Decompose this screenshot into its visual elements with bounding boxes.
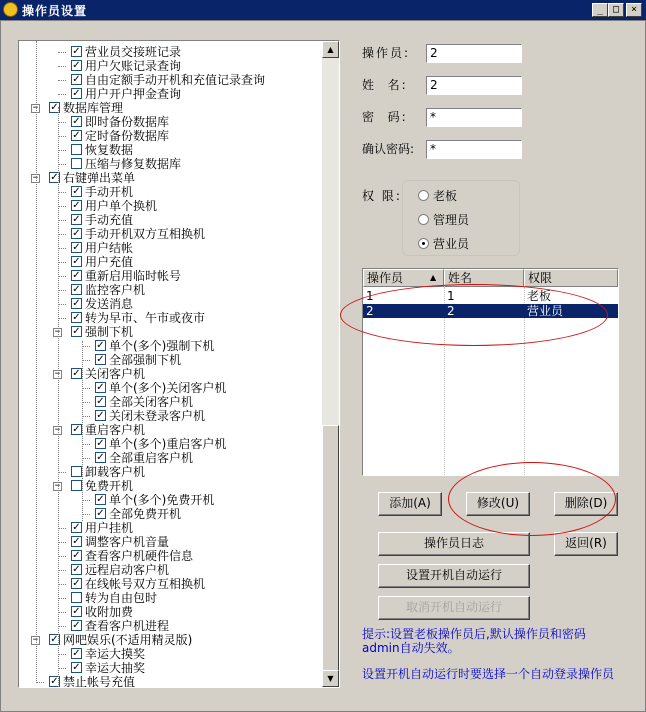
tree-connector	[82, 416, 90, 417]
tree-connector	[58, 528, 66, 529]
tree-node[interactable]	[71, 87, 181, 101]
checkbox-checked[interactable]	[71, 606, 82, 617]
title-bar	[0, 0, 646, 20]
tree-connector	[58, 206, 66, 207]
tree-node[interactable]	[71, 241, 133, 255]
table-cell: 2	[447, 304, 455, 318]
checkbox-checked[interactable]	[71, 424, 82, 435]
checkbox-checked[interactable]	[71, 326, 82, 337]
tree-connector	[82, 458, 90, 459]
radio-label: 老板	[433, 189, 458, 203]
tree-node-label: 监控客户机	[85, 283, 146, 297]
tree-node[interactable]	[71, 563, 169, 577]
tree-node-label: 重启客户机	[85, 423, 146, 437]
maximize-button[interactable]: □	[608, 3, 624, 17]
tree-connector	[58, 612, 66, 613]
table-cell: 1	[366, 289, 374, 303]
tree-node-label: 手动充值	[85, 213, 134, 227]
permission-label: 权 限:	[362, 189, 402, 203]
column-header-name[interactable]: 姓名	[444, 269, 524, 287]
hint-text-line1: 提示:设置老板操作员后,默认操作员和密码	[362, 627, 586, 641]
checkbox-checked[interactable]	[95, 396, 106, 407]
tree-connector	[58, 234, 66, 235]
checkbox-checked[interactable]	[71, 578, 82, 589]
tree-node[interactable]	[49, 675, 135, 688]
tree-connector	[82, 514, 90, 515]
tree-node[interactable]	[71, 143, 133, 157]
sort-ascending-icon: ▲	[430, 273, 437, 282]
radio-dot	[418, 238, 429, 249]
tree-expander-icon[interactable]: −	[32, 103, 39, 113]
tree-expander-icon[interactable]: −	[54, 481, 61, 491]
checkbox-unchecked[interactable]	[71, 158, 82, 169]
tree-node[interactable]	[71, 619, 169, 633]
checkbox-checked[interactable]	[71, 228, 82, 239]
tree-connector	[82, 388, 90, 389]
checkbox-checked[interactable]	[95, 438, 106, 449]
table-cell: 老板	[527, 289, 552, 303]
tree-node-label: 强制下机	[85, 325, 134, 339]
column-header-operator[interactable]	[363, 269, 444, 287]
tree-node[interactable]	[95, 381, 226, 395]
operator-input[interactable]: 2	[426, 44, 522, 63]
checkbox-checked[interactable]	[71, 284, 82, 295]
tree-node-label: 手动开机	[85, 185, 134, 199]
tree-node[interactable]	[49, 633, 192, 647]
tree-node[interactable]	[71, 59, 181, 73]
app-icon	[3, 2, 18, 17]
checkbox-checked[interactable]	[71, 256, 82, 267]
checkbox-checked[interactable]	[71, 88, 82, 99]
tree-node-label: 免费开机	[85, 479, 134, 493]
tree-node-label: 定时备份数据库	[85, 129, 170, 143]
checkbox-unchecked[interactable]	[71, 466, 82, 477]
tree-node-label: 用户单个换机	[85, 199, 158, 213]
tree-connector	[58, 472, 66, 473]
tree-node[interactable]	[71, 605, 133, 619]
tree-node-label: 即时备份数据库	[85, 115, 170, 129]
tree-connector	[58, 262, 66, 263]
minimize-button[interactable]: _	[592, 3, 608, 17]
tree-node[interactable]	[95, 437, 226, 451]
radio-admin[interactable]	[418, 213, 469, 227]
tree-node[interactable]	[71, 73, 265, 87]
password-input[interactable]: *	[426, 108, 522, 127]
tree-connector	[58, 668, 66, 669]
checkbox-checked[interactable]	[95, 382, 106, 393]
tree-node-label: 转为自由包时	[85, 591, 158, 605]
tree-node-label: 幸运大摸奖	[85, 647, 146, 661]
tree-node-label: 全部强制下机	[109, 353, 182, 367]
tree-node-label: 全部关闭客户机	[109, 395, 194, 409]
checkbox-checked[interactable]	[71, 186, 82, 197]
checkbox-unchecked[interactable]	[71, 480, 82, 491]
confirm-password-input[interactable]: *	[426, 140, 522, 159]
checkbox-checked[interactable]	[71, 620, 82, 631]
tree-connector	[58, 318, 66, 319]
checkbox-checked[interactable]	[71, 60, 82, 71]
password-label: 密 码:	[362, 110, 408, 124]
checkbox-checked[interactable]	[95, 354, 106, 365]
tree-node-label: 调整客户机音量	[85, 535, 170, 549]
checkbox-checked[interactable]	[71, 550, 82, 561]
tree-node[interactable]	[95, 451, 193, 465]
table-row[interactable]	[363, 304, 618, 318]
tree-connector	[58, 164, 66, 165]
tree-connector	[58, 626, 66, 627]
tree-expander-icon[interactable]: −	[32, 635, 39, 645]
tree-node-label: 用户挂机	[85, 521, 134, 535]
tree-node[interactable]	[71, 269, 181, 283]
table-row[interactable]	[363, 289, 618, 303]
tree-connector	[58, 52, 66, 53]
radio-label: 营业员	[433, 237, 470, 251]
tree-node[interactable]	[71, 213, 133, 227]
tree-node[interactable]	[71, 255, 133, 269]
tree-node-label: 压缩与修复数据库	[85, 157, 182, 171]
checkbox-checked[interactable]	[71, 214, 82, 225]
tree-node-label: 单个(多个)重启客户机	[109, 437, 227, 451]
column-header-label: 操作员	[367, 271, 404, 285]
checkbox-checked[interactable]	[71, 368, 82, 379]
tree-guide-line	[58, 107, 59, 687]
tree-node[interactable]	[71, 577, 205, 591]
tree-connector	[58, 150, 66, 151]
tree-connector	[58, 556, 66, 557]
tree-node-label: 自由定额手动开机和充值记录查询	[85, 73, 266, 87]
radio-label: 管理员	[433, 213, 470, 227]
tree-node-label: 全部重启客户机	[109, 451, 194, 465]
confirm-password-label: 确认密码:	[362, 142, 415, 156]
tree-expander-icon[interactable]: −	[54, 369, 61, 379]
tree-node[interactable]	[95, 507, 181, 521]
tree-node-label: 网吧娱乐(不适用精灵版)	[63, 633, 193, 647]
tree-connector	[82, 402, 90, 403]
tree-node[interactable]	[71, 129, 169, 143]
tree-node[interactable]	[71, 185, 133, 199]
tree-node-label: 转为早市、午市或夜市	[85, 311, 206, 325]
delete-button[interactable]: 删除(D)	[554, 492, 618, 516]
tree-connector	[82, 346, 90, 347]
tree-node[interactable]	[95, 395, 193, 409]
tree-connector	[58, 290, 66, 291]
tree-node-label: 右键弹出菜单	[63, 171, 136, 185]
checkbox-checked[interactable]	[95, 452, 106, 463]
tree-node[interactable]	[71, 479, 133, 493]
operator-label: 操作员:	[362, 46, 411, 60]
tree-connector	[58, 654, 66, 655]
tree-node[interactable]	[71, 311, 205, 325]
scroll-up-button[interactable]: ▲	[322, 41, 339, 58]
table-cell: 营业员	[527, 304, 564, 318]
permission-tree[interactable]	[18, 40, 340, 688]
checkbox-checked[interactable]	[71, 536, 82, 547]
tree-node-label: 重新启用临时帐号	[85, 269, 182, 283]
tree-node[interactable]	[71, 199, 157, 213]
checkbox-checked[interactable]	[95, 340, 106, 351]
checkbox-checked[interactable]	[71, 298, 82, 309]
window-title: 操作员设置	[22, 4, 88, 18]
checkbox-checked[interactable]	[71, 74, 82, 85]
radio-dot	[418, 190, 429, 201]
tree-node[interactable]	[71, 647, 145, 661]
tree-node-label: 用户结帐	[85, 241, 134, 255]
checkbox-unchecked[interactable]	[71, 144, 82, 155]
operator-list[interactable]	[362, 268, 619, 476]
tree-node[interactable]	[95, 353, 181, 367]
set-autorun-button[interactable]: 设置开机自动运行	[378, 564, 530, 588]
checkbox-checked[interactable]	[71, 522, 82, 533]
autorun-note: 设置开机自动运行时要选择一个自动登录操作员	[362, 667, 615, 681]
checkbox-checked[interactable]	[95, 508, 106, 519]
tree-node[interactable]	[71, 549, 193, 563]
tree-node[interactable]	[71, 661, 145, 675]
checkbox-checked[interactable]	[71, 116, 82, 127]
tree-node-label: 手动开机双方互相换机	[85, 227, 206, 241]
name-label: 姓 名:	[362, 78, 408, 92]
tree-node[interactable]	[71, 283, 145, 297]
tree-connector	[58, 584, 66, 585]
back-button[interactable]: 返回(R)	[554, 532, 618, 556]
tree-connector	[58, 136, 66, 137]
checkbox-unchecked[interactable]	[71, 592, 82, 603]
tree-node[interactable]	[71, 45, 181, 59]
tree-node[interactable]	[71, 325, 133, 339]
name-input[interactable]: 2	[426, 76, 522, 95]
tree-connector	[58, 570, 66, 571]
tree-node-label: 查看客户机进程	[85, 619, 170, 633]
tree-connector	[58, 276, 66, 277]
tree-node[interactable]	[49, 171, 135, 185]
tree-node[interactable]	[49, 101, 123, 115]
tree-node-label: 单个(多个)关闭客户机	[109, 381, 227, 395]
tree-expander-icon[interactable]: −	[54, 327, 61, 337]
modify-button[interactable]: 修改(U)	[466, 492, 530, 516]
tree-node-label: 远程启动客户机	[85, 563, 170, 577]
tree-connector	[58, 94, 66, 95]
checkbox-checked[interactable]	[71, 564, 82, 575]
tree-node-label: 查看客户机硬件信息	[85, 549, 194, 563]
tree-guide-line	[36, 41, 37, 681]
cancel-autorun-button: 取消开机自动运行	[378, 596, 530, 620]
tree-node-label: 关闭未登录客户机	[109, 409, 206, 423]
checkbox-checked[interactable]	[71, 270, 82, 281]
tree-connector	[58, 542, 66, 543]
checkbox-checked[interactable]	[71, 130, 82, 141]
tree-expander-icon[interactable]: −	[32, 173, 39, 183]
tree-node-label: 关闭客户机	[85, 367, 146, 381]
tree-node-label: 在线帐号双方互相换机	[85, 577, 206, 591]
radio-boss[interactable]	[418, 189, 457, 203]
scroll-thumb[interactable]	[322, 425, 339, 685]
tree-connector	[58, 304, 66, 305]
tree-connector	[58, 220, 66, 221]
radio-dot	[418, 214, 429, 225]
checkbox-checked[interactable]	[71, 200, 82, 211]
tree-connector	[58, 66, 66, 67]
tree-connector	[82, 444, 90, 445]
checkbox-checked[interactable]	[71, 242, 82, 253]
checkbox-checked[interactable]	[71, 662, 82, 673]
tree-node-label: 用户欠账记录查询	[85, 59, 182, 73]
tree-node[interactable]	[95, 409, 205, 423]
tree-node[interactable]	[71, 535, 169, 549]
checkbox-checked[interactable]	[71, 46, 82, 57]
tree-node-label: 用户充值	[85, 255, 134, 269]
operator-log-button[interactable]: 操作员日志	[378, 532, 530, 556]
tree-guide-line	[82, 341, 83, 521]
radio-clerk[interactable]	[418, 237, 469, 251]
tree-connector	[58, 192, 66, 193]
tree-node[interactable]	[71, 297, 133, 311]
tree-node-label: 禁止帐号充值	[63, 675, 136, 688]
tree-node[interactable]	[95, 493, 214, 507]
table-cell: 2	[366, 304, 374, 318]
tree-node-label: 单个(多个)强制下机	[109, 339, 215, 353]
checkbox-checked[interactable]	[95, 494, 106, 505]
hint-text-line2: admin自动失效。	[362, 641, 460, 655]
tree-node-label: 恢复数据	[85, 143, 134, 157]
tree-node[interactable]	[71, 227, 205, 241]
column-header-permission[interactable]: 权限	[524, 269, 618, 287]
checkbox-checked[interactable]	[71, 648, 82, 659]
tree-expander-icon[interactable]: −	[54, 425, 61, 435]
add-button[interactable]: 添加(A)	[378, 492, 442, 516]
tree-node-label: 幸运大抽奖	[85, 661, 146, 675]
checkbox-checked[interactable]	[95, 410, 106, 421]
table-cell: 1	[447, 289, 455, 303]
scroll-down-button[interactable]: ▼	[322, 670, 339, 687]
tree-node-label: 收附加费	[85, 605, 134, 619]
checkbox-checked[interactable]	[71, 312, 82, 323]
tree-content	[19, 41, 321, 688]
tree-connector	[82, 500, 90, 501]
tree-connector	[58, 598, 66, 599]
tree-node-label: 单个(多个)免费开机	[109, 493, 215, 507]
tree-node-label: 数据库管理	[63, 101, 124, 115]
tree-connector	[36, 682, 44, 683]
tree-node[interactable]	[71, 115, 169, 129]
tree-connector	[82, 360, 90, 361]
tree-connector	[58, 80, 66, 81]
tree-connector	[58, 248, 66, 249]
tree-scrollbar[interactable]	[322, 41, 339, 687]
tree-node[interactable]	[71, 157, 181, 171]
tree-node[interactable]	[95, 339, 214, 353]
tree-node-label: 卸载客户机	[85, 465, 146, 479]
tree-node-label: 营业员交接班记录	[85, 45, 182, 59]
tree-node-label: 发送消息	[85, 297, 134, 311]
tree-connector	[58, 122, 66, 123]
tree-node[interactable]	[71, 591, 157, 605]
close-button[interactable]: ×	[626, 3, 642, 17]
tree-node[interactable]	[71, 521, 133, 535]
tree-node-label: 用户开户押金查询	[85, 87, 182, 101]
tree-node-label: 全部免费开机	[109, 507, 182, 521]
